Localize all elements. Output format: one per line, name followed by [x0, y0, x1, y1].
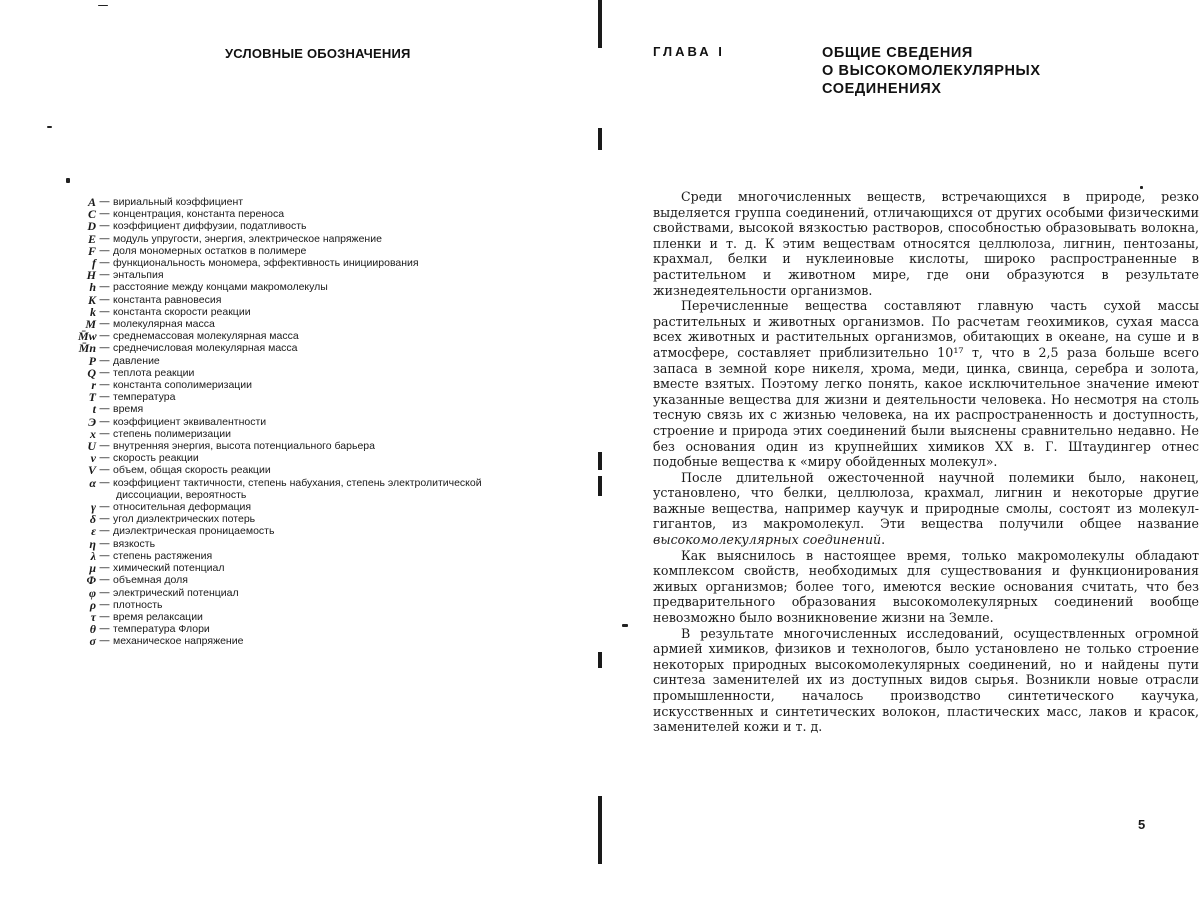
- symbol-dash: —: [99, 463, 110, 477]
- symbol-letter: T: [88, 390, 96, 405]
- symbol-letter: P: [88, 353, 96, 368]
- symbol-letter: τ: [90, 609, 96, 624]
- paragraph-text: В результате многочисленных исследований, осуществленных огромной армией химиков, физиков и технологов, было установлено не только строение некоторых природных высокомолекулярных соединений, но и найдены пути синтеза заменителей их из доступных видов сырья. Возникли новые отрасли промышленности, началось производство синтетического каучука, искусственных и синтетических волокон, пластических масс, лаков и красок, заменителей кожи и т. д.: [653, 625, 1199, 735]
- scan-speck: [66, 178, 70, 183]
- symbol-description: константа равновесия: [113, 293, 222, 306]
- emphasized-term: высокомолекулярных соединений: [653, 532, 882, 548]
- symbol-letter: δ: [89, 512, 96, 527]
- symbol-dash: —: [99, 609, 110, 623]
- symbol-letter: U: [87, 439, 96, 454]
- symbol-description: константа сополимеризации: [113, 379, 253, 392]
- symbol-entry: [78, 269, 588, 281]
- symbol-description: степень полимеризации: [113, 427, 231, 440]
- body-paragraph: [653, 470, 1199, 548]
- paragraph-text: Перечисленные вещества составляют главную часть сухой массы растительных и животных организмов. По расчетам геохимиков, сухая масса всех животных и растительных организмов, обитающих в океане, на суше и в атмосфере, составляет приблизительно 10¹⁷ т, что в 2,5 раза больше всего запаса в земной коре никеля, хрома, меди, цинка, свинца, серебра и золота, вместе взятых. Поэтому легко понять, какое исключительное значение имеют указанные вещества для жизни и деятельности человека. Но несмотря на столь тесную связь их с жизнью человека, на их распространенность и доступность, строение и природа этих соединений были выяснены сравнительно недавно. Не без основания один из крупнейших химиков XX в. Г. Штаудингер отнес подобные вещества к «миру обойденных молекул».: [653, 298, 1199, 470]
- symbol-description: вириальный коэффициент: [113, 196, 244, 208]
- chapter-body-text: [653, 189, 1199, 735]
- symbol-letter: M̄w: [78, 329, 97, 344]
- symbol-dash: —: [99, 402, 110, 416]
- symbol-description: электрический потенциал: [113, 586, 239, 599]
- symbol-dash: —: [99, 426, 110, 440]
- symbol-description: доля мономерных остатков в полимере: [113, 244, 307, 257]
- symbol-letter: k: [90, 304, 96, 319]
- symbol-letter: ε: [91, 524, 96, 539]
- symbols-heading: УСЛОВНЫЕ ОБОЗНАЧЕНИЯ: [225, 46, 411, 61]
- paragraph-text: Среди многочисленных веществ, встречающихся в природе, резко выделяется группа соединений, отличающихся от других особыми физическими свойствами, высокой вязкостью растворов, способностью образовывать волокна, пленки и т. д. К этим веществам относятся целлюлоза, лигнин, пентозаны, крахмал, белки и нуклеиновые кислоты, широко распространенные в растительном и животном мире, где они образуются в результате жизнедеятельности организмов.: [653, 189, 1199, 298]
- symbol-letter: M: [85, 317, 96, 332]
- symbol-letter: r: [91, 378, 96, 393]
- symbol-entry: [78, 281, 588, 293]
- scan-speck: [47, 126, 52, 128]
- symbol-description: скорость реакции: [113, 452, 199, 465]
- symbol-dash: —: [99, 634, 110, 648]
- symbol-dash: —: [99, 329, 110, 343]
- symbol-description: время релаксации: [113, 610, 203, 623]
- symbol-description: объемная доля: [113, 574, 188, 587]
- symbol-entry: [78, 367, 588, 379]
- symbol-dash: —: [99, 353, 110, 367]
- symbol-letter: λ: [90, 548, 96, 563]
- symbol-description: степень растяжения: [113, 549, 213, 562]
- symbol-letter: Э: [88, 414, 96, 429]
- symbol-dash: —: [99, 304, 110, 318]
- symbol-letter: Φ: [86, 573, 96, 588]
- symbol-dash: —: [99, 475, 110, 489]
- symbol-entry: [78, 464, 588, 476]
- symbol-dash: —: [99, 512, 110, 526]
- body-paragraph: [653, 626, 1199, 735]
- symbol-entry: [78, 306, 588, 318]
- symbol-letter: h: [89, 280, 96, 295]
- symbol-description: расстояние между концами макромолекулы: [113, 281, 328, 294]
- symbol-entry: [78, 257, 588, 269]
- symbol-entry: [78, 318, 588, 330]
- symbol-entry: [78, 550, 588, 562]
- symbol-description: диэлектрическая проницаемость: [113, 525, 275, 538]
- symbol-description: химический потенциал: [113, 562, 225, 575]
- symbol-description: коэффициент диффузии, податливость: [113, 220, 307, 233]
- symbol-letter: φ: [88, 585, 96, 600]
- symbol-entry: [78, 477, 588, 489]
- symbol-letter: f: [92, 256, 96, 271]
- symbol-entry: [78, 611, 588, 623]
- scan-speck: [98, 5, 108, 6]
- scan-speck: [622, 624, 628, 627]
- symbol-description: температура: [113, 391, 176, 404]
- symbol-letter: V: [87, 463, 96, 478]
- symbol-description: вязкость: [113, 537, 156, 550]
- symbol-dash: —: [99, 268, 110, 282]
- symbol-description: теплота реакции: [113, 366, 195, 379]
- symbol-dash: —: [99, 231, 110, 245]
- symbol-entry: [78, 391, 588, 403]
- symbol-dash: —: [99, 561, 110, 575]
- symbol-letter: H: [86, 268, 96, 283]
- symbol-entry: [78, 403, 588, 415]
- symbol-entry: [78, 489, 588, 501]
- symbol-letter: C: [87, 207, 96, 222]
- symbol-dash: —: [99, 524, 110, 538]
- symbol-description: внутренняя энергия, высота потенциального барьера: [113, 440, 375, 453]
- chapter-title-line: ОБЩИЕ СВЕДЕНИЯ: [822, 45, 973, 61]
- symbol-dash: —: [99, 378, 110, 392]
- symbol-entry: [78, 525, 588, 537]
- symbol-dash: —: [99, 243, 110, 257]
- symbol-description: угол диэлектрических потерь: [113, 513, 256, 526]
- symbol-description: функциональность мономера, эффективность инициирования: [113, 257, 419, 270]
- symbol-entry: [78, 574, 588, 586]
- symbol-letter: Q: [87, 365, 96, 380]
- symbol-description: модуль упругости, энергия, электрическое напряжение: [113, 232, 382, 245]
- symbol-entry: [78, 538, 588, 550]
- symbol-description: молекулярная масса: [113, 318, 215, 331]
- symbol-description: температура Флори: [113, 623, 210, 636]
- page-number: 5: [1138, 817, 1146, 832]
- symbol-letter: η: [89, 536, 96, 551]
- symbol-dash: —: [99, 597, 110, 611]
- symbol-entry: [78, 355, 588, 367]
- symbol-description: диссоциации, вероятность: [116, 488, 247, 501]
- symbol-letter: K: [87, 292, 96, 307]
- symbol-description: концентрация, константа переноса: [113, 208, 285, 221]
- symbol-entry: [78, 562, 588, 574]
- symbol-entry: [78, 501, 588, 513]
- paragraph-text: .: [881, 532, 886, 548]
- symbol-letter: μ: [89, 561, 96, 576]
- symbol-dash: —: [99, 280, 110, 294]
- symbols-list: [78, 196, 588, 648]
- symbol-description: энтальпия: [113, 269, 164, 282]
- symbol-letter: ρ: [89, 597, 96, 612]
- symbol-letter: θ: [89, 622, 96, 637]
- body-paragraph: [653, 189, 1199, 298]
- symbol-dash: —: [99, 585, 110, 599]
- right-page: [600, 0, 1200, 912]
- chapter-title-line: СОЕДИНЕНИЯХ: [822, 81, 942, 97]
- symbol-description: относительная деформация: [113, 501, 252, 514]
- symbol-description: время: [113, 403, 144, 416]
- symbol-entry: [78, 294, 588, 306]
- symbol-letter: E: [87, 231, 96, 246]
- symbol-dash: —: [99, 390, 110, 404]
- symbol-letter: α: [89, 475, 96, 490]
- symbol-dash: —: [99, 195, 110, 208]
- symbol-letter: v: [90, 451, 96, 466]
- body-paragraph: [653, 298, 1199, 470]
- symbol-entry: [78, 245, 588, 257]
- symbol-entry: [78, 428, 588, 440]
- chapter-title-line: О ВЫСОКОМОЛЕКУЛЯРНЫХ: [822, 63, 1041, 79]
- paragraph-text: Как выяснилось в настоящее время, только макромолекулы обладают комплексом свойств, необходимых для существования и функционирования живых организмов; более того, имеются веские основания считать, что без предварительного образования высокомолекулярных соединений вообще невозможно было возникновение жизни на Земле.: [653, 547, 1199, 626]
- symbol-description: среднемассовая молекулярная масса: [113, 330, 299, 343]
- paragraph-text: После длительной ожесточенной научной полемики было, наконец, установлено, что белки, целлюлоза, крахмал, лигнин и некоторые другие важные вещества, например каучук и природные смолы, состоят из молекул-гигантов, из макромолекул. Эти вещества получили общее название: [653, 469, 1199, 532]
- symbol-entry: [78, 452, 588, 464]
- symbol-letter: F: [87, 243, 96, 258]
- symbol-letter: D: [87, 219, 96, 234]
- symbol-entry: [78, 208, 588, 220]
- symbol-description: механическое напряжение: [113, 635, 244, 648]
- symbol-entry: [78, 330, 588, 342]
- symbol-entry: [78, 233, 588, 245]
- symbol-letter: x: [90, 426, 96, 441]
- symbol-entry: [78, 379, 588, 391]
- symbol-entry: [78, 196, 588, 208]
- symbol-description: давление: [113, 354, 160, 367]
- symbol-entry: [78, 513, 588, 525]
- symbol-description: коэффициент эквивалентности: [113, 415, 267, 428]
- symbol-dash: —: [99, 439, 110, 453]
- scan-speck: [1140, 186, 1143, 189]
- symbol-entry: [78, 440, 588, 452]
- symbol-letter: γ: [91, 500, 96, 515]
- symbol-dash: —: [99, 622, 110, 636]
- symbol-dash: —: [99, 219, 110, 233]
- symbol-dash: —: [99, 414, 110, 428]
- symbol-entry: [78, 342, 588, 354]
- symbol-entry: [78, 623, 588, 635]
- symbol-dash: —: [99, 536, 110, 550]
- symbol-description: среднечисловая молекулярная масса: [113, 342, 298, 355]
- symbol-description: константа скорости реакции: [113, 305, 251, 318]
- symbol-dash: —: [99, 573, 110, 587]
- symbol-dash: —: [99, 256, 110, 270]
- symbol-letter: σ: [89, 634, 96, 649]
- symbol-entry: [78, 416, 588, 428]
- symbol-description: коэффициент тактичности, степень набухания, степень электролитической: [113, 476, 482, 489]
- symbol-entry: [78, 599, 588, 611]
- chapter-label: ГЛАВА I: [653, 44, 725, 59]
- symbol-dash: —: [99, 500, 110, 514]
- symbol-dash: —: [99, 365, 110, 379]
- symbol-dash: —: [99, 292, 110, 306]
- symbol-letter: A: [87, 195, 96, 209]
- symbol-dash: —: [99, 548, 110, 562]
- chapter-title: [822, 44, 1041, 98]
- symbol-letter: t: [92, 402, 96, 417]
- symbol-letter: M̄n: [78, 341, 96, 356]
- symbol-description: плотность: [113, 598, 163, 611]
- symbol-description: объем, общая скорость реакции: [113, 464, 271, 477]
- symbol-dash: —: [99, 317, 110, 331]
- symbol-dash: —: [99, 207, 110, 221]
- symbol-dash: —: [99, 451, 110, 465]
- symbol-entry: [78, 587, 588, 599]
- body-paragraph: [653, 548, 1199, 626]
- symbol-entry: [78, 635, 588, 647]
- symbol-entry: [78, 220, 588, 232]
- symbol-dash: —: [99, 341, 110, 355]
